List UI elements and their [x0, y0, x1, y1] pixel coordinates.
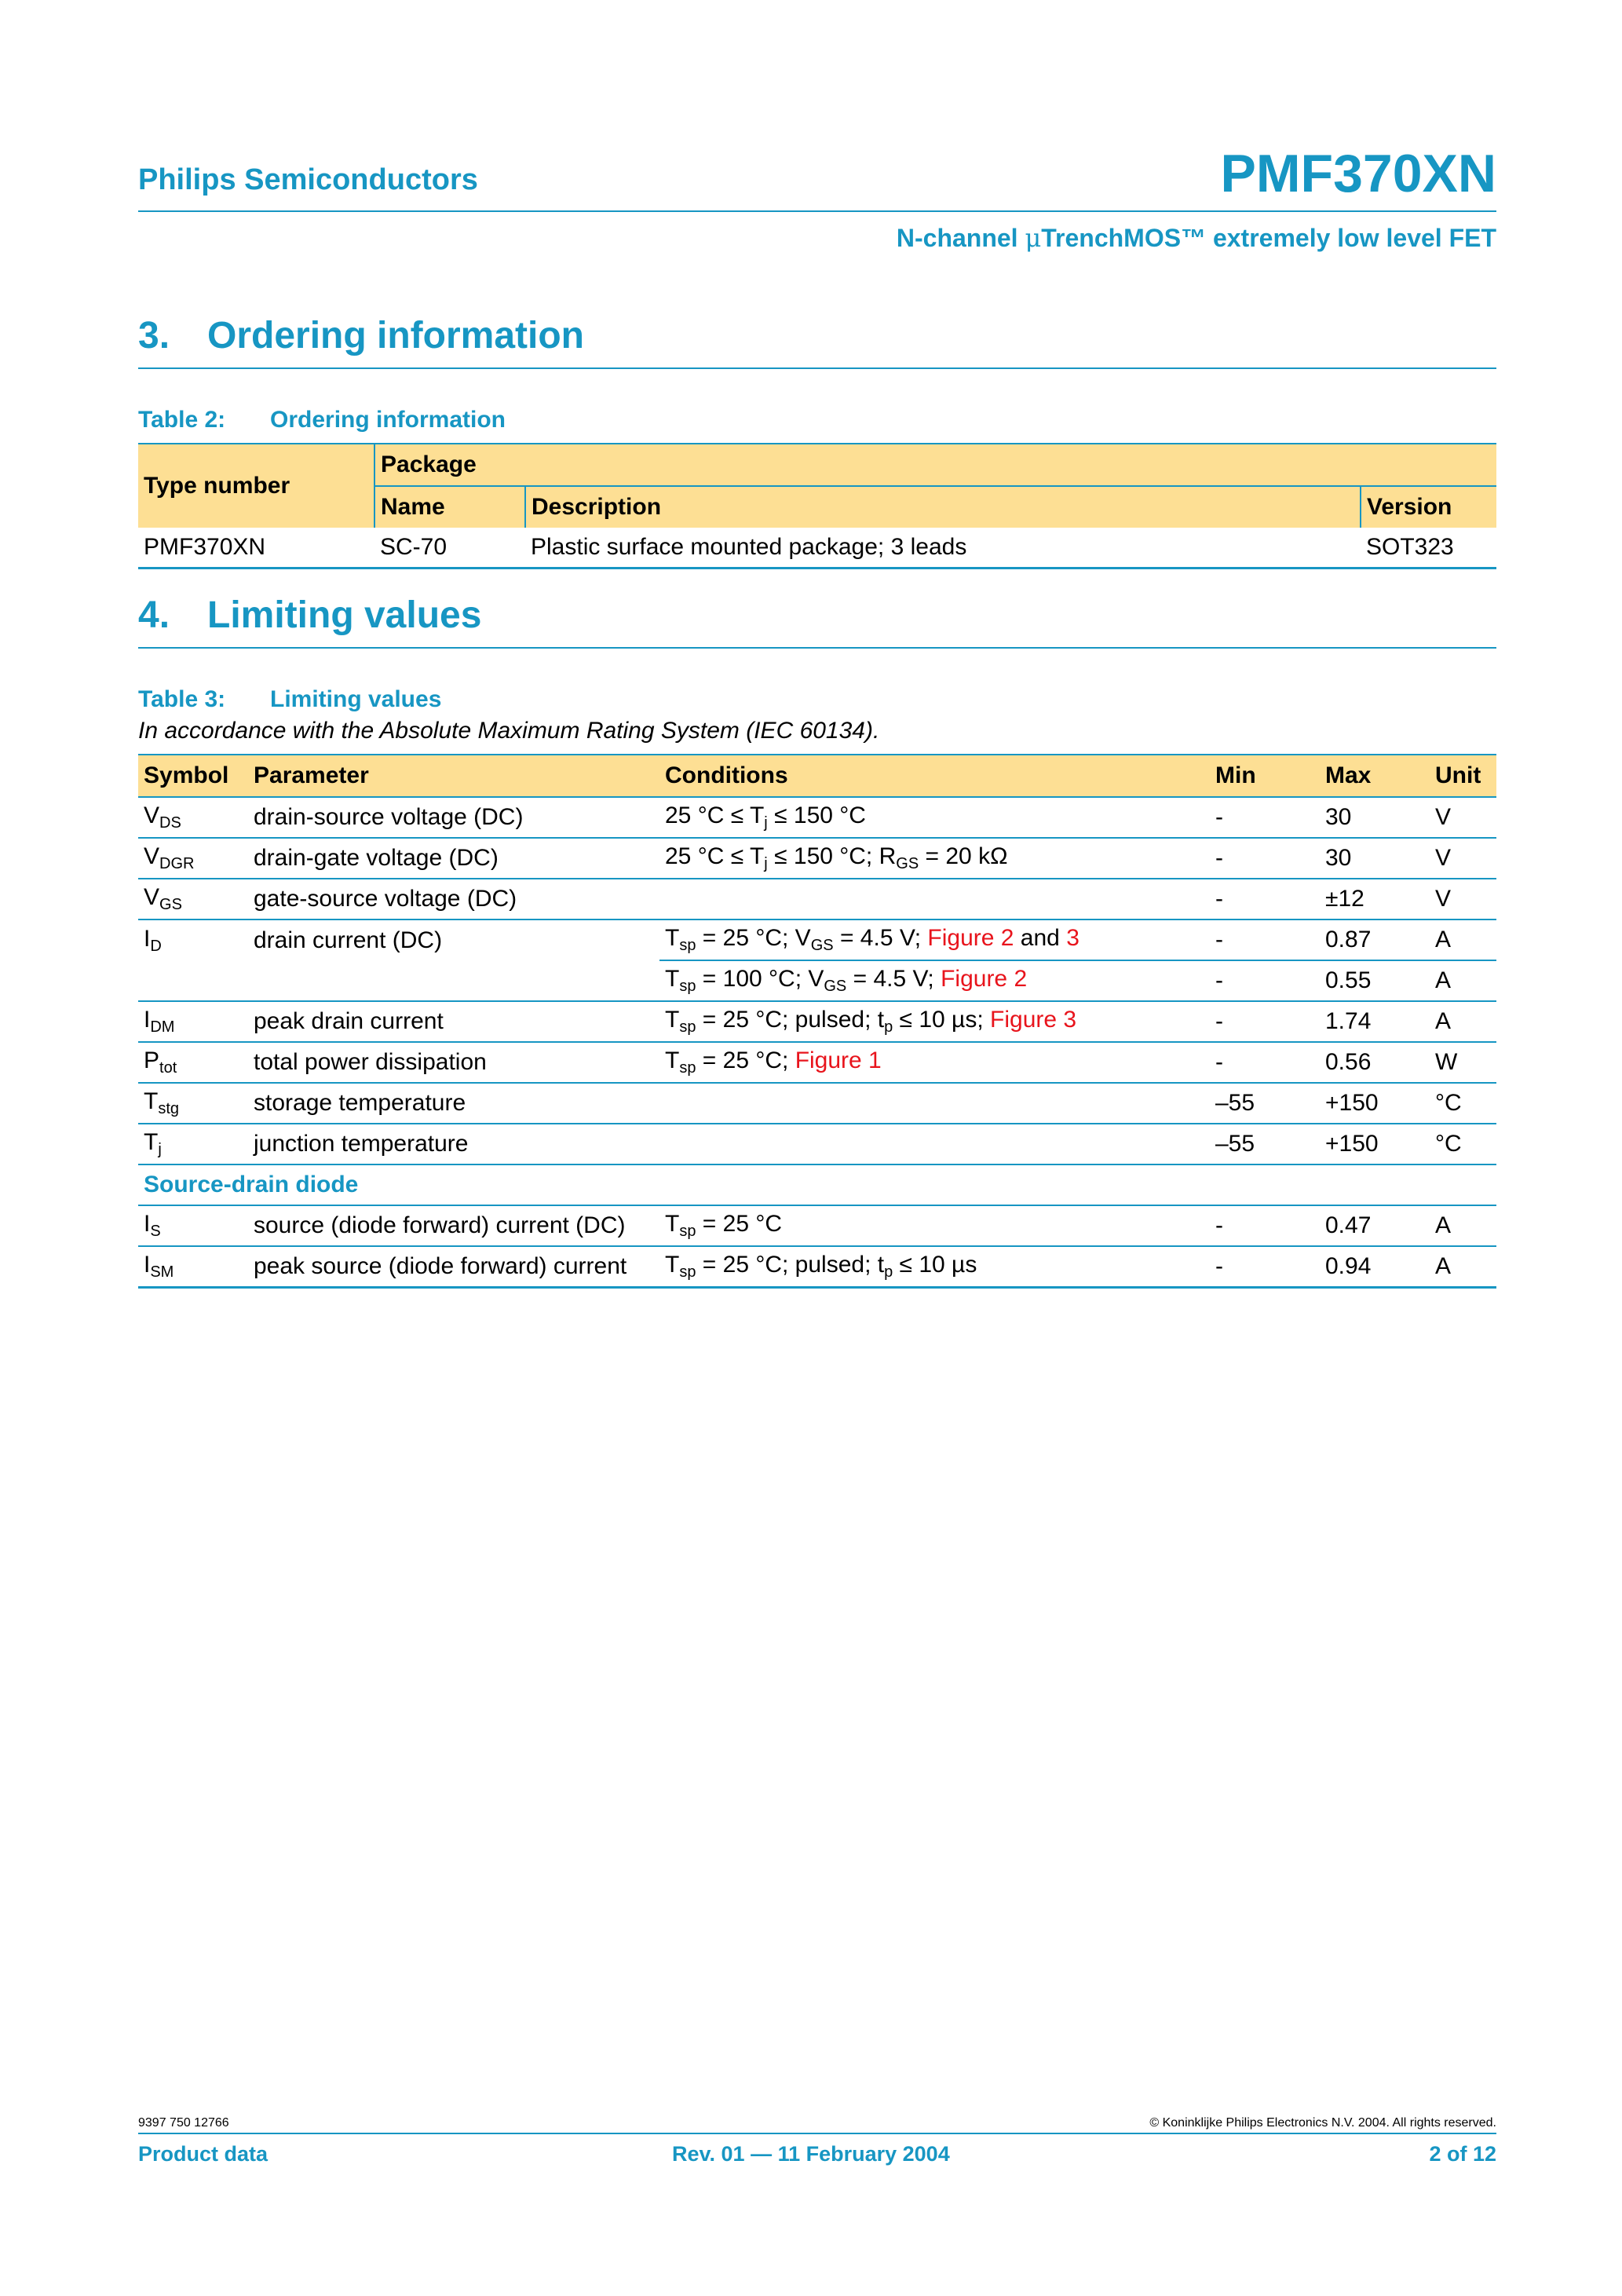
table-group-row: [138, 1164, 1496, 1205]
symbol-subscript: j: [158, 1141, 162, 1158]
cell-unit: V: [1430, 797, 1496, 838]
header-version: Version: [1361, 486, 1496, 528]
cell-min: -: [1210, 838, 1320, 879]
cond-subscript: GS: [824, 978, 847, 995]
cell-unit: W: [1430, 1042, 1496, 1083]
cond-text: and: [1014, 925, 1067, 951]
cell-symbol: [138, 1042, 248, 1083]
cell-max: 0.94: [1320, 1246, 1430, 1288]
symbol-main: I: [144, 1211, 151, 1237]
cell-unit: °C: [1430, 1124, 1496, 1164]
cond-text: = 25 °C: [696, 1211, 783, 1237]
section-title: Ordering information: [207, 315, 584, 356]
cell-parameter: junction temperature: [248, 1124, 659, 1164]
ordering-table: [138, 443, 1496, 569]
company-name: Philips Semiconductors: [138, 163, 478, 196]
cell-unit: °C: [1430, 1083, 1496, 1124]
cond-subscript: GS: [896, 855, 919, 872]
cell-version: SOT323: [1361, 528, 1496, 569]
symbol-main: T: [144, 1129, 159, 1155]
footer-divider: [138, 2133, 1496, 2134]
cell-max: 1.74: [1320, 1001, 1430, 1042]
cond-text: T: [665, 1211, 680, 1237]
cell-type: PMF370XN: [138, 528, 374, 569]
symbol-main: I: [144, 925, 151, 952]
section-number: 3.: [138, 315, 170, 356]
cell-name: SC-70: [374, 528, 525, 569]
cell-min: -: [1210, 879, 1320, 919]
cell-max: 0.56: [1320, 1042, 1430, 1083]
table-row: [138, 1124, 1496, 1164]
table-row: [138, 1001, 1496, 1042]
symbol-main: V: [144, 884, 160, 910]
section-heading-ordering: [138, 314, 1496, 357]
cell-symbol: [138, 1205, 248, 1246]
cell-conditions: [659, 1083, 1210, 1124]
section-heading-limiting: [138, 594, 1496, 637]
cond-text: ≤ 10 µs;: [893, 1007, 991, 1033]
cond-text: ≤ 10 µs: [893, 1252, 977, 1278]
cell-parameter: drain-gate voltage (DC): [248, 838, 659, 879]
cell-max: 0.87: [1320, 919, 1430, 960]
symbol-subscript: DGR: [159, 855, 195, 872]
table-title: Limiting values: [270, 686, 442, 712]
section-divider: [138, 647, 1496, 649]
symbol-subscript: DS: [159, 814, 181, 832]
table-row: [138, 838, 1496, 879]
table2-caption: [138, 407, 506, 433]
symbol-main: P: [144, 1047, 160, 1073]
cell-unit: A: [1430, 1205, 1496, 1246]
header-unit: Unit: [1430, 755, 1496, 797]
cond-subscript: GS: [810, 937, 834, 954]
cell-conditions: [659, 960, 1210, 1001]
cell-min: -: [1210, 960, 1320, 1001]
cell-conditions: [659, 1042, 1210, 1083]
figure-3-link[interactable]: 3: [1066, 925, 1080, 951]
cell-symbol: [138, 1001, 248, 1042]
table-row: [138, 879, 1496, 919]
group-source-drain-diode: Source-drain diode: [138, 1164, 1496, 1205]
table-row: [138, 528, 1496, 569]
symbol-subscript: D: [150, 937, 162, 955]
table-number: Table 2:: [138, 407, 226, 433]
table-row: [138, 1205, 1496, 1246]
cell-min: –55: [1210, 1083, 1320, 1124]
symbol-subscript: SM: [150, 1263, 174, 1281]
cond-text: = 25 °C;: [696, 1047, 795, 1073]
cell-unit: A: [1430, 919, 1496, 960]
figure-2-link[interactable]: Figure 2: [927, 925, 1014, 951]
cell-symbol: [138, 838, 248, 879]
cell-min: -: [1210, 1042, 1320, 1083]
cell-unit: V: [1430, 879, 1496, 919]
cell-max: +150: [1320, 1124, 1430, 1164]
cond-subscript: sp: [679, 1018, 696, 1036]
cell-conditions: [659, 1205, 1210, 1246]
cond-subscript: sp: [679, 937, 696, 954]
cond-text: = 4.5 V;: [833, 925, 928, 951]
cell-max: +150: [1320, 1083, 1430, 1124]
figure-2-link[interactable]: Figure 2: [941, 966, 1028, 992]
cond-text: T: [665, 1047, 680, 1073]
cond-subscript: j: [764, 855, 768, 872]
cond-subscript: sp: [679, 978, 696, 995]
limiting-values-table: [138, 754, 1496, 1289]
symbol-main: I: [144, 1252, 151, 1278]
cond-text: T: [665, 1007, 680, 1033]
cell-min: -: [1210, 919, 1320, 960]
cell-max: ±12: [1320, 879, 1430, 919]
subtitle-prefix: N-channel: [896, 224, 1025, 252]
cond-text: ≤ 150 °C; R: [767, 843, 897, 869]
cell-symbol: [138, 1124, 248, 1164]
cell-parameter: peak drain current: [248, 1001, 659, 1042]
cond-text: 25 °C ≤ T: [665, 803, 765, 828]
cell-conditions: [659, 919, 1210, 960]
symbol-main: I: [144, 1007, 151, 1033]
cell-max: 30: [1320, 838, 1430, 879]
table3-caption: [138, 686, 441, 713]
cell-conditions: [659, 1246, 1210, 1288]
cond-text: = 25 °C; V: [696, 925, 811, 951]
cell-conditions: [659, 838, 1210, 879]
cell-parameter: [248, 960, 659, 1001]
header-parameter: Parameter: [248, 755, 659, 797]
symbol-main: V: [144, 843, 160, 869]
cell-parameter: drain-source voltage (DC): [248, 797, 659, 838]
header-min: Min: [1210, 755, 1320, 797]
cell-min: -: [1210, 1246, 1320, 1288]
cond-text: T: [665, 966, 680, 992]
section-title: Limiting values: [207, 594, 482, 636]
figure-3-link[interactable]: Figure 3: [990, 1007, 1077, 1033]
cell-parameter: drain current (DC): [254, 927, 443, 953]
footer-revision: Rev. 01 — 11 February 2004: [672, 2142, 950, 2166]
cell-min: –55: [1210, 1124, 1320, 1164]
header-type-number: Type number: [138, 444, 374, 528]
table-row: [138, 919, 1496, 960]
header-divider: [138, 210, 1496, 212]
symbol-subscript: stg: [158, 1100, 180, 1117]
document-number: 9397 750 12766: [138, 2116, 229, 2130]
cond-text: T: [665, 1252, 680, 1278]
cell-parameter: source (diode forward) current (DC): [248, 1205, 659, 1246]
product-subtitle: [897, 223, 1496, 253]
symbol-main: T: [144, 1088, 159, 1114]
page-number: 2 of 12: [1429, 2142, 1496, 2166]
cond-subscript: p: [884, 1018, 893, 1036]
table-row: [138, 1042, 1496, 1083]
cell-conditions: [659, 1124, 1210, 1164]
part-number: PMF370XN: [1220, 144, 1496, 203]
header-package: Package: [374, 444, 1496, 486]
header-name: Name: [374, 486, 525, 528]
figure-1-link[interactable]: Figure 1: [795, 1047, 882, 1073]
subtitle-mu: μ: [1025, 223, 1042, 253]
cell-parameter: gate-source voltage (DC): [248, 879, 659, 919]
footer-doc-type: Product data: [138, 2142, 269, 2166]
cell-min: -: [1210, 797, 1320, 838]
symbol-subscript: GS: [159, 896, 182, 913]
symbol-subscript: tot: [159, 1059, 177, 1077]
section-number: 4.: [138, 594, 170, 636]
symbol-main: V: [144, 803, 160, 828]
table3-note: In accordance with the Absolute Maximum Rating System (IEC 60134).: [138, 718, 880, 744]
cell-parameter: storage temperature: [248, 1083, 659, 1124]
header-description: Description: [525, 486, 1361, 528]
table-row: [138, 797, 1496, 838]
cell-symbol: [138, 919, 248, 960]
cell-conditions: [659, 879, 1210, 919]
section-divider: [138, 367, 1496, 369]
cell-unit: A: [1430, 960, 1496, 1001]
cond-text: = 100 °C; V: [696, 966, 824, 992]
subtitle-suffix: TrenchMOS™ extremely low level FET: [1041, 224, 1496, 252]
cond-subscript: j: [764, 814, 768, 832]
cell-symbol: [138, 1083, 248, 1124]
cond-text: 25 °C ≤ T: [665, 843, 765, 869]
cell-parameter: total power dissipation: [248, 1042, 659, 1083]
table-number: Table 3:: [138, 686, 226, 712]
header-max: Max: [1320, 755, 1430, 797]
cell-min: -: [1210, 1001, 1320, 1042]
cond-subscript: sp: [679, 1263, 696, 1281]
table-row: [138, 960, 1496, 1001]
datasheet-page: [138, 0, 1496, 2296]
cond-subscript: sp: [679, 1223, 696, 1240]
copyright-notice: © Koninklijke Philips Electronics N.V. 2004. All rights reserved.: [1149, 2116, 1496, 2130]
cell-min: -: [1210, 1205, 1320, 1246]
cell-symbol: [138, 1246, 248, 1288]
cell-max: 30: [1320, 797, 1430, 838]
table-title: Ordering information: [270, 407, 506, 433]
cond-text: ≤ 150 °C: [767, 803, 866, 828]
cond-text: = 20 kΩ: [919, 843, 1008, 869]
cond-text: = 25 °C; pulsed; t: [696, 1252, 885, 1278]
table-row: [138, 1246, 1496, 1288]
cond-text: T: [665, 925, 680, 951]
cell-symbol: [138, 797, 248, 838]
symbol-subscript: S: [150, 1223, 161, 1240]
cell-unit: A: [1430, 1246, 1496, 1288]
cell-parameter: peak source (diode forward) current: [248, 1246, 659, 1288]
cell-conditions: [659, 797, 1210, 838]
cell-unit: A: [1430, 1001, 1496, 1042]
cell-description: Plastic surface mounted package; 3 leads: [525, 528, 1361, 569]
cond-text: = 25 °C; pulsed; t: [696, 1007, 885, 1033]
header-conditions: Conditions: [659, 755, 1210, 797]
cell-max: 0.47: [1320, 1205, 1430, 1246]
cell-symbol: [138, 960, 248, 1001]
symbol-subscript: DM: [150, 1018, 175, 1036]
cond-subscript: p: [884, 1263, 893, 1281]
cell-symbol: [138, 879, 248, 919]
cell-max: 0.55: [1320, 960, 1430, 1001]
cond-subscript: sp: [679, 1059, 696, 1077]
header-symbol: Symbol: [138, 755, 248, 797]
table-row: [138, 1083, 1496, 1124]
cell-conditions: [659, 1001, 1210, 1042]
cond-text: = 4.5 V;: [846, 966, 941, 992]
cell-unit: V: [1430, 838, 1496, 879]
